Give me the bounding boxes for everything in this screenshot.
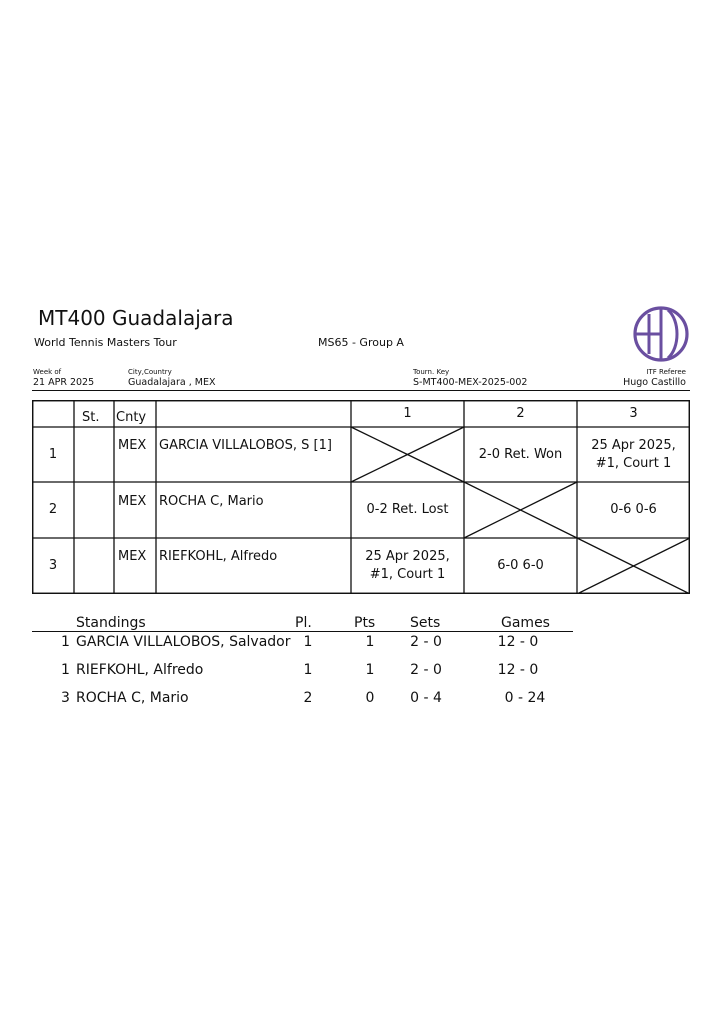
standings-played: 1	[303, 662, 313, 678]
round-robin-draw	[32, 400, 690, 594]
standings-sets: 2 - 0	[410, 634, 442, 650]
standings-header: Standings	[76, 615, 146, 631]
col-header-st: St.	[82, 410, 100, 425]
player-country: MEX	[118, 438, 147, 453]
col-header-cnty: Cnty	[116, 410, 147, 425]
player-name: ROCHA C, Mario	[159, 494, 264, 509]
city-label: City,Country	[128, 368, 172, 376]
week-value: 21 APR 2025	[33, 377, 95, 388]
seed-number: 3	[48, 558, 58, 573]
match-court: #1, Court 1	[369, 567, 446, 582]
city-value: Guadalajara , MEX	[128, 377, 216, 388]
standings-games: 12 - 0	[497, 634, 539, 650]
col-header-1: 1	[403, 405, 412, 421]
standings-games: 12 - 0	[497, 662, 539, 678]
standings-played: 2	[303, 690, 313, 706]
standings-points: 0	[365, 690, 375, 706]
match-date: 25 Apr 2025,	[365, 549, 450, 564]
match-court: #1, Court 1	[595, 455, 672, 471]
standings-points: 1	[365, 634, 375, 650]
col-header-3: 3	[629, 405, 638, 421]
standings-divider	[32, 631, 573, 632]
match-schedule	[577, 427, 690, 482]
standings-sets: 2 - 0	[410, 662, 442, 678]
tennis-ball-logo-icon	[632, 306, 690, 362]
standings-player-name: RIEFKOHL, Alfredo	[76, 662, 204, 678]
week-label: Week of	[33, 368, 62, 376]
standings-player-name: GARCIA VILLALOBOS, Salvador	[76, 634, 291, 650]
match-date: 25 Apr 2025,	[591, 437, 676, 453]
standings-played: 1	[303, 634, 313, 650]
match-result: 2-0 Ret. Won	[478, 446, 563, 462]
standings-header-points: Pts	[354, 615, 376, 631]
standings-header-played: Pl.	[295, 615, 312, 631]
standings-player-name: ROCHA C, Mario	[76, 690, 189, 706]
player-name: GARCIA VILLALOBOS, S [1]	[159, 438, 332, 453]
page-title: MT400 Guadalajara	[38, 306, 234, 330]
player-name: RIEFKOHL, Alfredo	[159, 549, 278, 564]
match-schedule	[351, 538, 464, 594]
seed-number: 2	[48, 502, 58, 517]
player-country: MEX	[118, 494, 147, 509]
standings-rank: 1	[61, 662, 70, 678]
standings-points: 1	[365, 662, 375, 678]
referee-label: ITF Referee	[646, 368, 686, 376]
standings-sets: 0 - 4	[410, 690, 442, 706]
standings-rank: 3	[61, 690, 70, 706]
tourn-key-label: Tourn. Key	[413, 368, 450, 376]
match-result: 0-6 0-6	[610, 502, 657, 517]
standings-games: 0 - 24	[504, 690, 546, 706]
info-divider	[32, 390, 690, 391]
player-country: MEX	[118, 549, 147, 564]
standings-header-games: Games	[501, 615, 550, 631]
tour-name: World Tennis Masters Tour	[34, 336, 177, 349]
match-result: 0-2 Ret. Lost	[366, 502, 449, 517]
tourn-key-value: S-MT400-MEX-2025-002	[413, 377, 528, 388]
seed-number: 1	[48, 446, 58, 462]
standings-rank: 1	[61, 634, 70, 650]
standings-header-sets: Sets	[410, 615, 441, 631]
match-result: 6-0 6-0	[497, 558, 544, 573]
event-name: MS65 - Group A	[318, 336, 404, 349]
col-header-2: 2	[516, 405, 525, 421]
referee-value: Hugo Castillo	[623, 377, 686, 388]
